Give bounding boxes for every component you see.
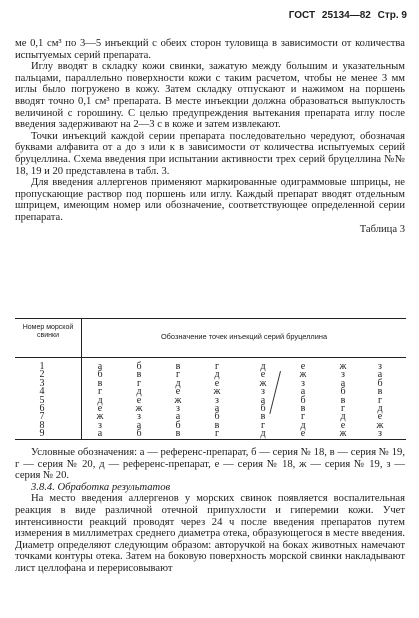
- paragraph: Точки инъекций каждой серии препарата последовательно чередуют, обозначая буквами алфавита от а до з или к в зависимости от количества испытуемых серий бруцеллина. Схема введения при испытании активности трех серий бруцеллина №№ 18, 19 и 20 представлена в табл. 3.: [15, 130, 405, 177]
- table-cell-letter: б: [136, 428, 142, 440]
- table-cell-letter: б: [377, 377, 383, 389]
- table-cell-letter: а: [214, 403, 220, 414]
- table-cell-letter: ж: [299, 369, 307, 381]
- header-page: Стр. 9: [377, 10, 407, 21]
- table-cell-letter: д: [97, 394, 103, 406]
- table-cell-letter: в: [175, 428, 181, 440]
- table-cell-letter: в: [260, 411, 266, 423]
- table-cell-number: 6: [39, 403, 45, 414]
- table-cell-letter: в: [300, 403, 306, 414]
- table-cell-letter: д: [136, 386, 142, 398]
- table-cell-letter: з: [215, 394, 219, 406]
- table-cell-letter: д: [214, 369, 220, 381]
- table-cell-letter: ж: [339, 428, 347, 440]
- table-cell-letter: з: [137, 411, 141, 423]
- table-cell-letter: в: [214, 419, 220, 431]
- page-header: [285, 10, 407, 21]
- table-cell-number: 7: [39, 411, 45, 423]
- table-cell-letter: в: [136, 369, 142, 381]
- table-cell-number: 3: [39, 377, 45, 389]
- table-cell-letter: з: [176, 403, 180, 414]
- table-cell-letter: ж: [213, 386, 221, 398]
- table-cell-letter: а: [340, 377, 346, 389]
- table-cell-letter: д: [260, 428, 266, 440]
- table-cell-number: 4: [39, 386, 45, 398]
- table-cell-letter: з: [301, 377, 305, 389]
- table-cell-letter: е: [260, 369, 266, 381]
- table-cell-letter: а: [175, 411, 181, 423]
- table-cell-letter: е: [377, 411, 383, 423]
- table-cell-letter: г: [175, 369, 181, 381]
- table-row: [15, 429, 406, 439]
- injection-table: [15, 318, 406, 440]
- table-cell-letter: а: [97, 361, 103, 372]
- table-cell-letter: г: [136, 377, 142, 389]
- table-caption: Таблица 3: [359, 223, 405, 235]
- table-cell-letter: д: [340, 411, 346, 423]
- table-cell-letter: е: [214, 377, 220, 389]
- paragraph: Иглу вводят в складку кожи свинки, зажатую между большим и указательным пальцами, параллельно поверхности кожи с таким расчетом, чтобы не менее 3 мм иглы было погружено в кожу. Затем складку отпускают и нажимом на поршень вводят точно 0,1 см³ препарата. В месте инъекции должна образоваться выпуклость величиной с горошину. С целью предупреждения вытекания препарата иглу после введения задерживают на 2—3 с в коже и затем извлекают.: [15, 61, 405, 131]
- table-cell-letter: ж: [259, 377, 267, 389]
- table-header-animal-number: Номер морской свинки: [22, 324, 74, 339]
- table-cell-letter: а: [377, 369, 383, 381]
- table-cell-letter: г: [214, 361, 220, 372]
- table-cell-letter: ж: [135, 403, 143, 414]
- table-cell-letter: з: [98, 419, 102, 431]
- table-cell-letter: в: [175, 361, 181, 372]
- legend: Условные обозначения: а — референс-препарат, б — серия № 18, в — серия № 19, г — серия № 20, д — референс-препарат, е — серия № 18, ж — серия № 19, з — серия № 20.: [15, 447, 405, 482]
- table-rule-header: [15, 357, 406, 358]
- table-cell-letter: а: [300, 386, 306, 398]
- table-cell-letter: в: [377, 386, 383, 398]
- body-text-bottom: [15, 447, 405, 575]
- section-title: 3.8.4. Обработка результатов: [31, 481, 171, 493]
- table-header-injection-points: Обозначение точек инъекций серий бруцеллина: [160, 332, 328, 341]
- header-standard: ГОСТ: [288, 10, 316, 21]
- table-cell-letter: е: [340, 419, 346, 431]
- table-cell-number: 2: [39, 369, 45, 381]
- table-cell-letter: в: [97, 377, 103, 389]
- table-cell-letter: г: [340, 403, 346, 414]
- table-cell-letter: г: [300, 411, 306, 423]
- table-cell-letter: г: [97, 386, 103, 398]
- table-cell-number: 5: [39, 394, 45, 406]
- table-cell-letter: з: [341, 369, 345, 381]
- table-cell-letter: б: [97, 369, 103, 381]
- table-cell-letter: в: [340, 394, 346, 406]
- table-cell-number: 1: [39, 361, 45, 372]
- table-cell-letter: е: [97, 403, 103, 414]
- paragraph: На место введения аллергенов у морских свинок появляется воспалительная реакция в виде различной отечной припухлости и гиперемии кожи. Учет интенсивности реакций проводят через 24 ч после введения препаратов путем измерения в миллиметрах среднего диаметра отека, образующегося в месте введения. Диаметр определяют следующим образом: авторучкой на боках животных намечают точками контуры отека. Затем на боковую поверхность морской свинки накладывают лист целлофана и перерисовывают: [15, 493, 405, 574]
- body-text-top: [15, 38, 405, 235]
- table-cell-letter: е: [300, 428, 306, 440]
- table-cell-letter: а: [136, 419, 142, 431]
- table-cell-letter: б: [260, 403, 266, 414]
- table-rule-top: [15, 318, 406, 319]
- table-cell-letter: з: [261, 386, 265, 398]
- table-cell-letter: б: [340, 386, 346, 398]
- table-cell-number: 9: [39, 428, 45, 440]
- table-cell-letter: г: [377, 394, 383, 406]
- table-cell-letter: б: [175, 419, 181, 431]
- table-cell-letter: д: [377, 403, 383, 414]
- table-cell-letter: б: [136, 361, 142, 372]
- table-cell-letter: е: [136, 394, 142, 406]
- table-cell-letter: з: [378, 361, 382, 372]
- table-cell-letter: б: [214, 411, 220, 423]
- table-cell-letter: д: [260, 361, 266, 372]
- paragraph: Для введения аллергенов применяют маркированные одиграммовые шприцы, не пропускающие раствор под поршень или иглу. Каждый препарат вводят отдельным шприцем, имеющим номер или обозначение, соответствующее определенной серии препарата.: [15, 177, 405, 223]
- table-cell-letter: е: [175, 386, 181, 398]
- table-cell-letter: е: [300, 361, 306, 372]
- table-cell-letter: г: [214, 428, 220, 440]
- table-cell-letter: г: [260, 419, 266, 431]
- table-cell-letter: а: [97, 428, 103, 440]
- table-cell-letter: ж: [174, 394, 182, 406]
- header-number: 25134—82: [321, 10, 371, 21]
- paragraph: ме 0,1 см³ по 3—5 инъекций с обеих сторон туловища в зависимости от количества испытуемых серий препарата.: [15, 38, 405, 61]
- table-cell-number: 8: [39, 419, 45, 431]
- table-cell-letter: д: [300, 419, 306, 431]
- table-cell-letter: а: [260, 394, 266, 406]
- table-cell-letter: б: [300, 394, 306, 406]
- table-cell-letter: ж: [339, 361, 347, 372]
- table-cell-letter: д: [175, 377, 181, 389]
- table-cell-letter: з: [378, 428, 382, 440]
- table-cell-letter: ж: [96, 411, 104, 423]
- table-cell-letter: ж: [376, 419, 384, 431]
